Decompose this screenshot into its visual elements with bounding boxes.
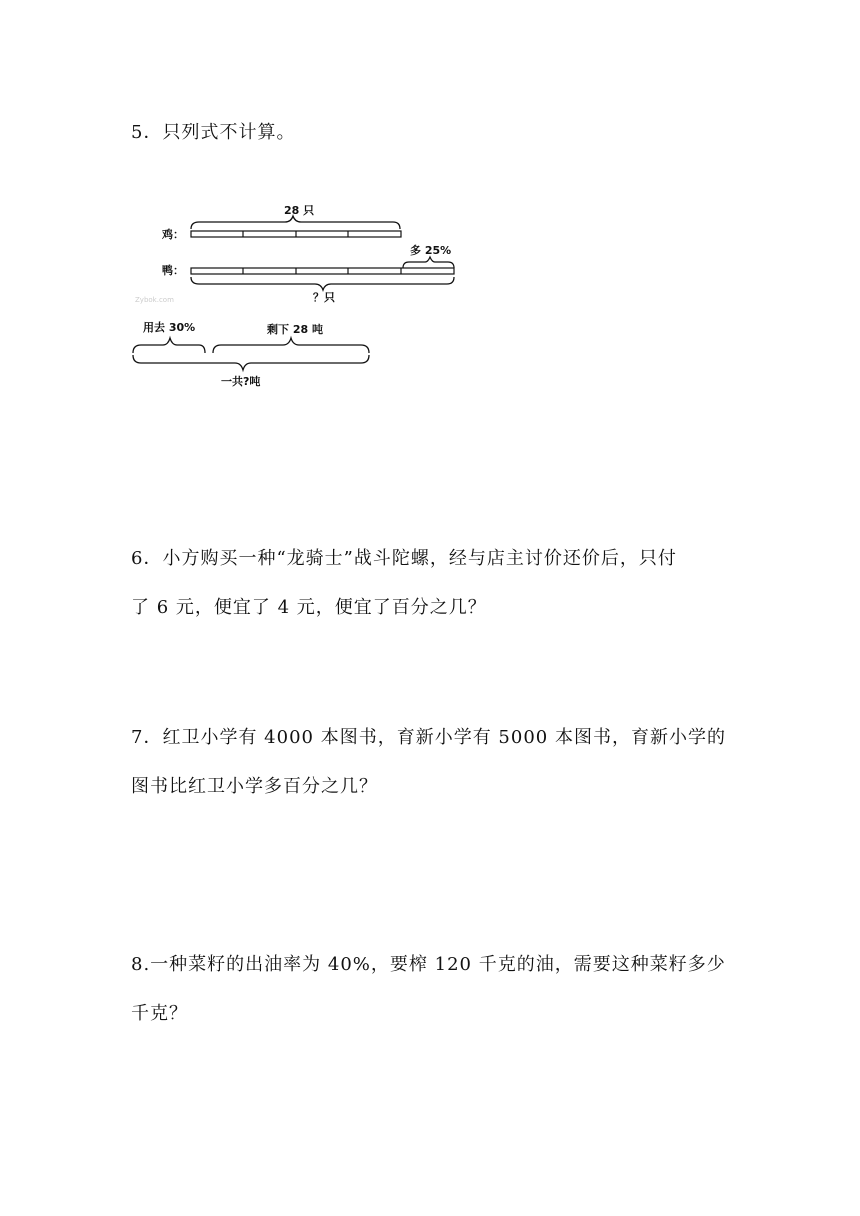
total-label: 一共?吨 (221, 375, 261, 388)
question-6-line-1: 6．小方购买一种“龙骑士”战斗陀螺，经与店主讨价还价后，只付 (131, 548, 677, 569)
bar-model-svg (125, 195, 465, 395)
question-5: 5．只列式不计算。 (131, 122, 296, 143)
duck-total-label: ？只 (313, 291, 335, 304)
duck-label: 鸭： (162, 264, 184, 277)
duck-extra-brace (403, 257, 454, 268)
remaining-label: 剩下 28 吨 (267, 323, 323, 336)
question-8-line-2: 千克？ (131, 1003, 188, 1024)
used-label: 用去 30% (143, 321, 196, 334)
remaining-brace (213, 338, 369, 353)
duck-extra-label: 多 25% (410, 244, 452, 257)
question-7-line-2: 图书比红卫小学多百分之几？ (131, 776, 378, 797)
duck-total-brace (191, 277, 454, 290)
question-7-line-1: 7．红卫小学有 4000 本图书，育新小学有 5000 本图书，育新小学的 (131, 727, 726, 748)
question-8-line-1: 8.一种菜籽的出油率为 40%，要榨 120 千克的油，需要这种菜籽多少 (131, 954, 726, 975)
chicken-total-label: 28 只 (284, 204, 315, 217)
question-6-line-2: 了 6 元，便宜了 4 元，便宜了百分之几？ (131, 597, 487, 618)
chicken-brace (191, 216, 400, 229)
total-brace (133, 355, 369, 370)
watermark: Zybok.com (135, 296, 174, 304)
used-brace (133, 338, 205, 353)
chicken-label: 鸡： (162, 228, 184, 241)
duck-bar (191, 268, 454, 274)
bar-model-diagram (125, 195, 465, 395)
